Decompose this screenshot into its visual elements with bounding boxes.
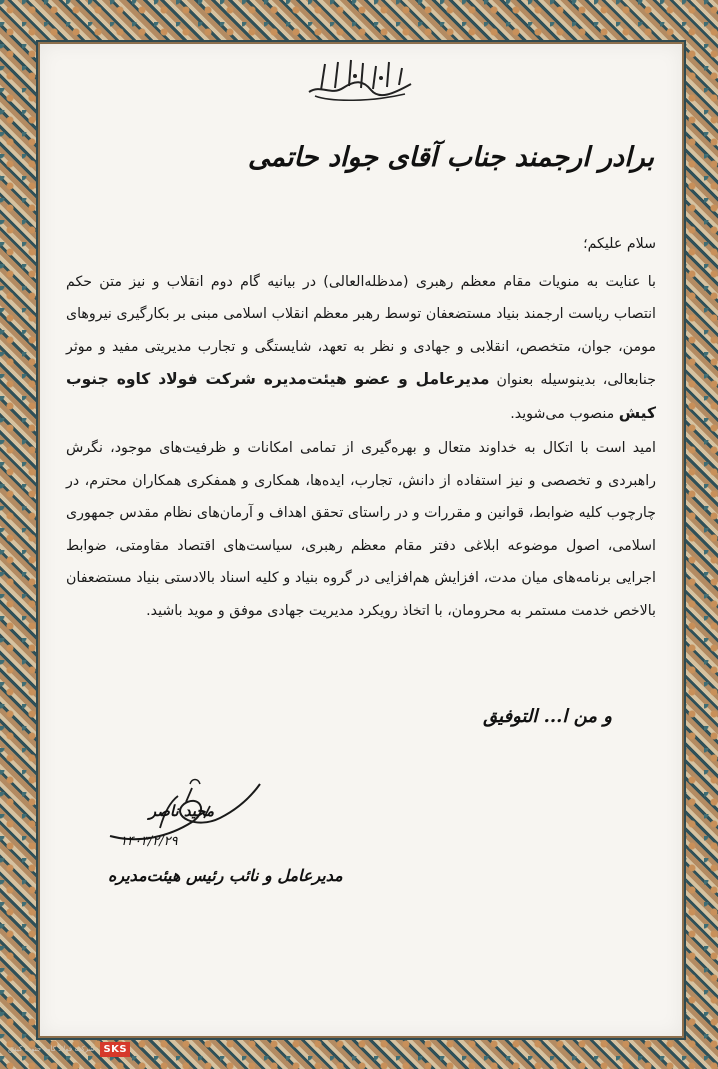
closing-phrase: و من ا... التوفیق [483, 706, 612, 727]
paragraph-appointment-text: با عنایت به منویات مقام معظم رهبری (مدظله‌العالی) در بیانیه گام دوم انقلاب و نیز متن حکم انتصاب ریاست ارجمند بنیاد مستضعفان توسط رهبر معظم انقلاب اسلامی مبنی بر بکارگیری نیروهای مومن، جوان، متخصص، انقلابی و جهادی و نظر به تعهد، شایستگی و تجارب مدیریتی مفید و موثر جنابعالی، بدینوسیله بعنوان [66, 273, 656, 388]
letter-body [66, 228, 656, 627]
signer-title: مدیرعامل و نائب رئیس هیئت‌مدیره [108, 866, 343, 885]
watermark-text: شرکت فولاد کاوه جنوب کیش [8, 1045, 95, 1053]
appointment-position: مدیرعامل و عضو هیئت‌مدیره شرکت فولاد کاوه جنوب کیش [66, 370, 656, 422]
letter-paper [40, 44, 682, 1036]
signature-date: ۱۴۰۳/۲/۲۹ [120, 834, 178, 849]
basmala-calligraphy [40, 54, 682, 108]
basmala-text [40, 70, 682, 83]
greeting: سلام علیکم؛ [583, 236, 656, 252]
watermark-logo [8, 1033, 148, 1065]
paragraph-appointment-end: منصوب می‌شوید. [510, 405, 615, 422]
company-logo-icon: SKS [100, 1042, 130, 1057]
addressee-heading: برادر ارجمند جناب آقای جواد حاتمی [247, 142, 654, 173]
paragraph-wishes: امید است با اتکال به خداوند متعال و بهره‌گیری از تمامی امکانات و ظرفیت‌های موجود، نگرش راهبردی و تخصصی و نیز استفاده از دانش، تجارب، ایده‌ها، همکاری و همفکری همکاران محترم، در چارچوب کلیه ضوابط، قوانین و مقررات و در راستای تحقق اهداف و آرمان‌های نظام مقدس جمهوری اسلامی، اصول موضوعه ابلاغی دفتر مقام معظم رهبری، سیاست‌های اقتصاد مقاومتی، ضوابط اجرایی برنامه‌های میان مدت، افزایش هم‌افزایی در گروه بنیاد و کلیه اسناد بالادستی بنیاد مستضعفان بالاخص خدمت مستمر به محرومان، با اتخاذ رویکرد مدیریت جهادی موفق و موید باشید. [66, 440, 656, 619]
signer-name: محید ناصر [148, 802, 214, 820]
paragraph-appointment [66, 266, 656, 431]
